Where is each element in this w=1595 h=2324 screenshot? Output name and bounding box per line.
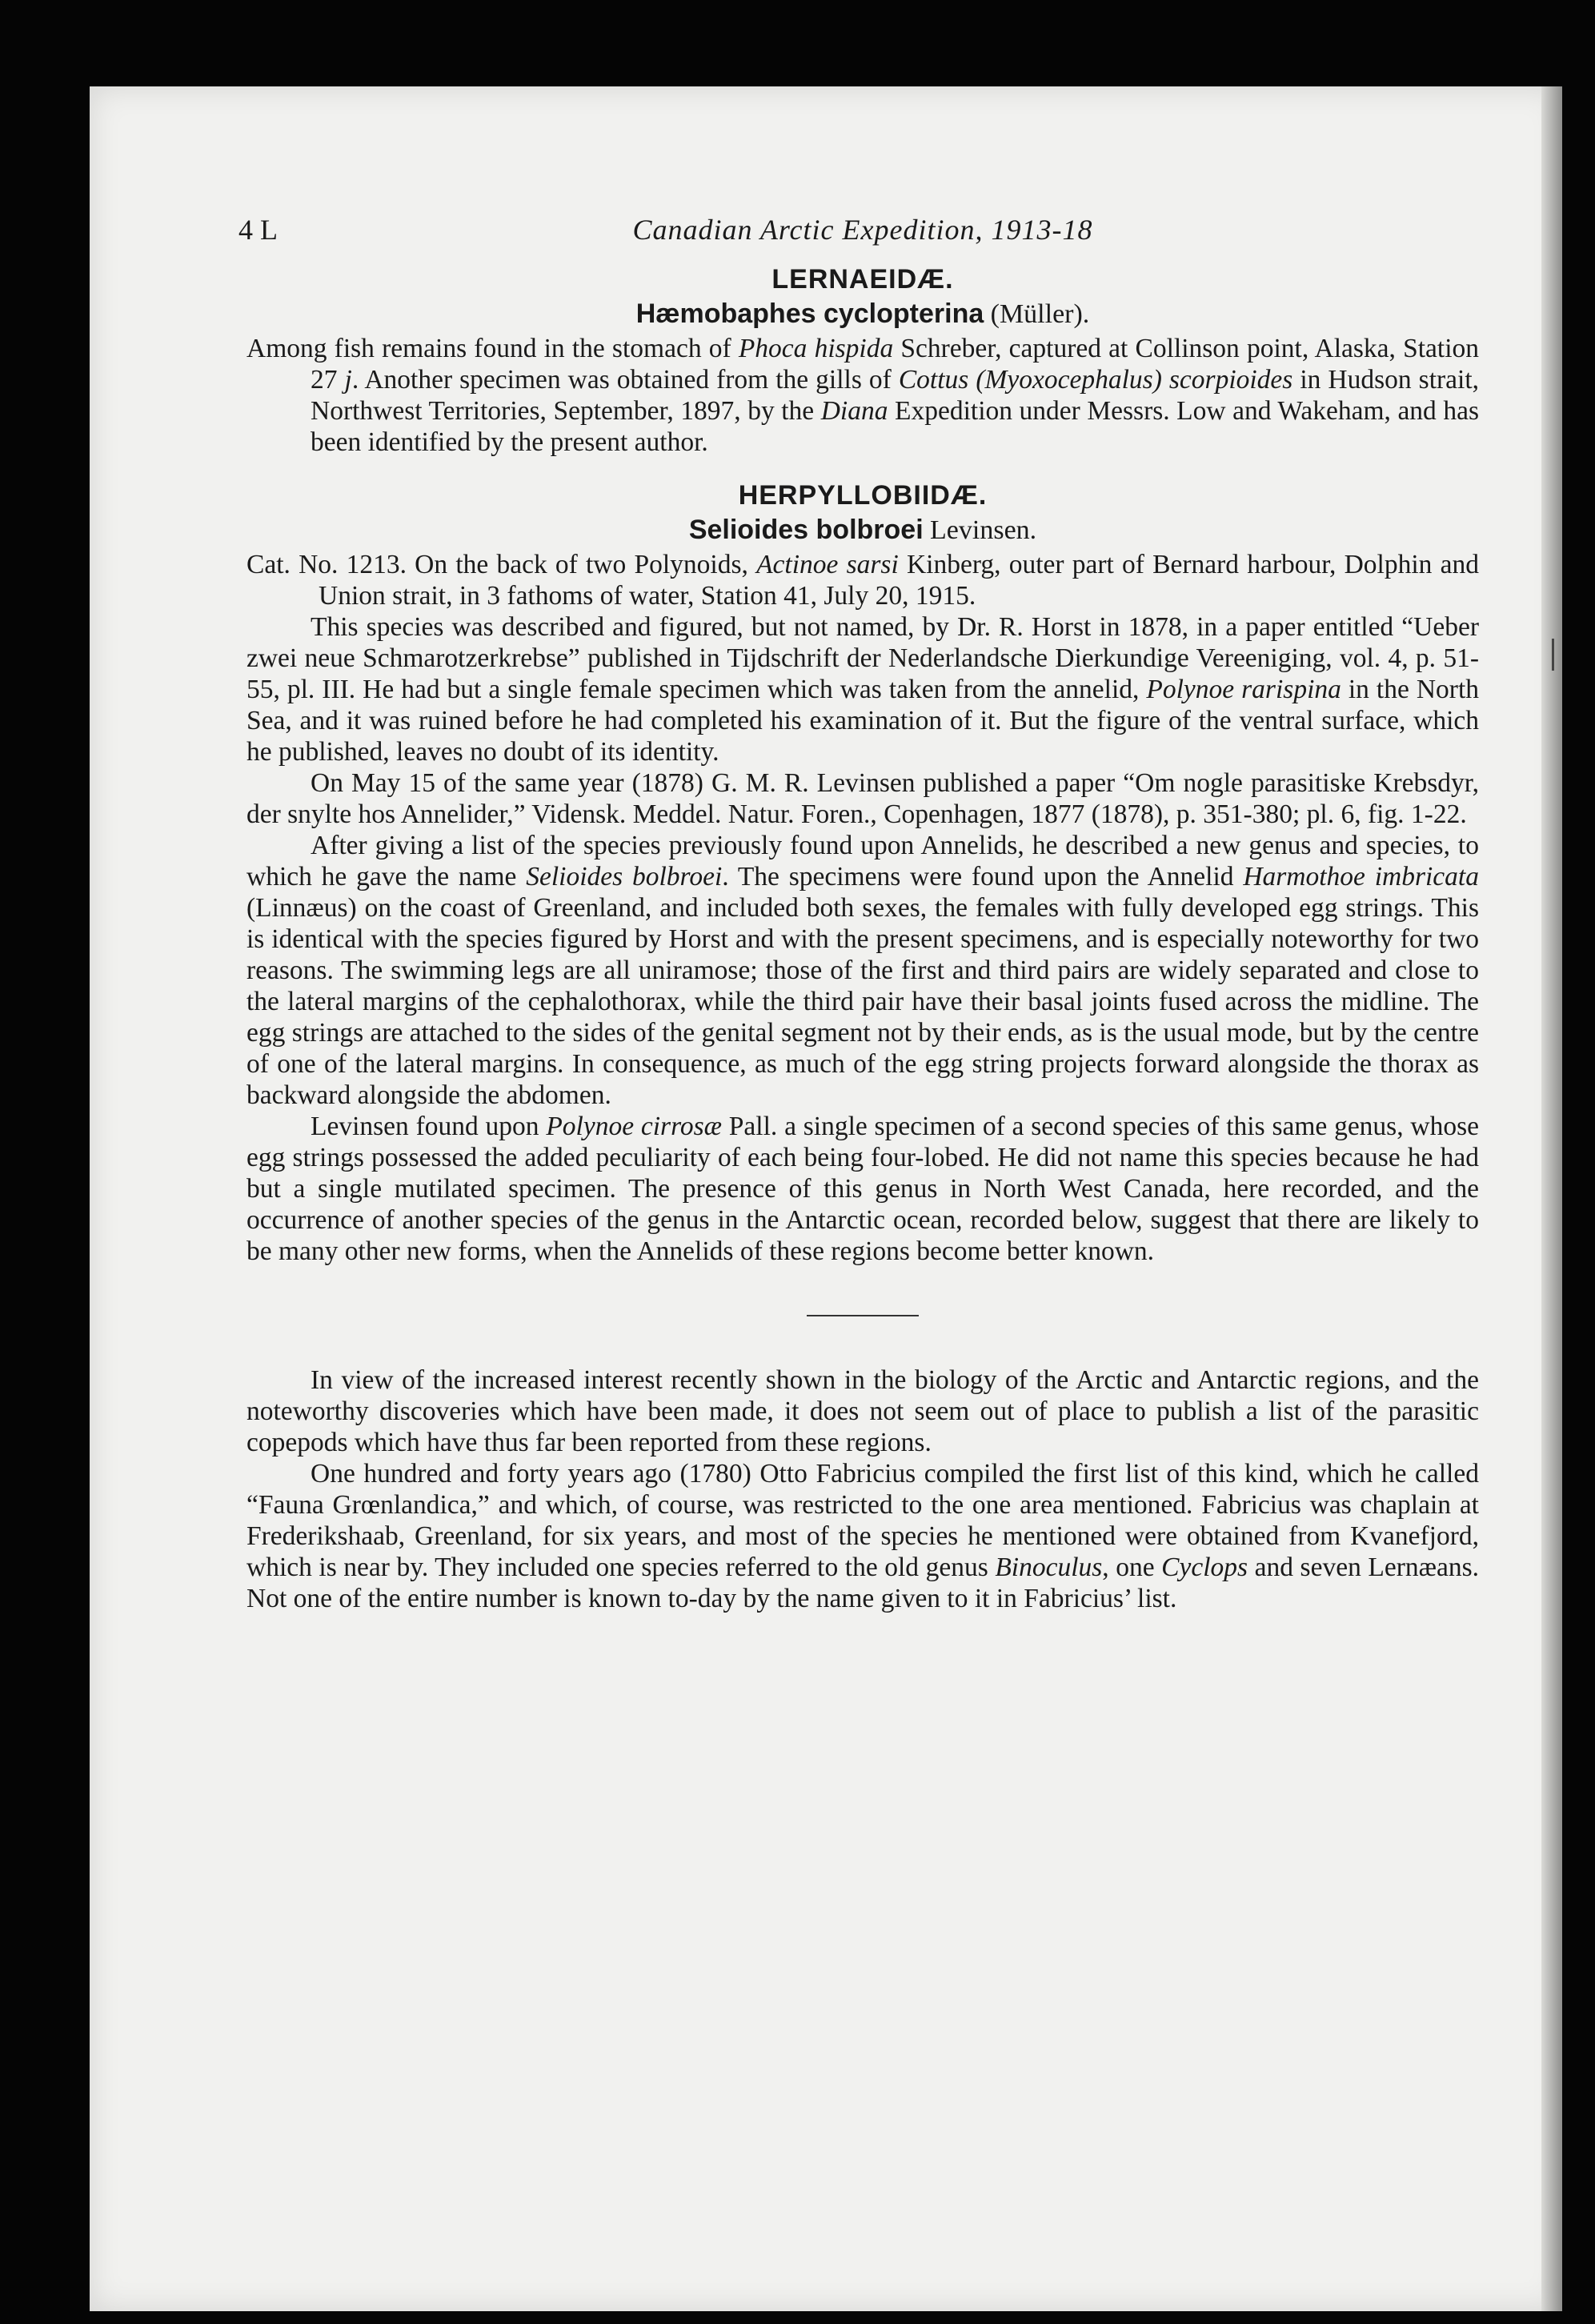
paragraph-levinsen-paper: On May 15 of the same year (1878) G. M. R. Levinsen published a paper “Om nogle parasitiske Krebsdyr, der snylte hos Annelider,” Vidensk. Meddel. Natur. Foren., Copenhagen, 1877 (1878), p. 351-380; pl. 6, fig. 1-22. <box>246 768 1479 829</box>
edge-mark <box>1552 639 1554 671</box>
paragraph-selioides-record: Cat. No. 1213. On the back of two Polynoids, Actinoe sarsi Kinberg, outer part of Bernard harbour, Dolphin and Union strait, in 3 fathoms of water, Station 41, July 20, 1915. <box>246 550 1479 611</box>
species-heading-haemobaphes <box>246 299 1479 330</box>
page-text <box>238 214 1480 1614</box>
page-edge <box>1541 86 1562 2311</box>
paragraph-second-species: Levinsen found upon Polynoe cirrosæ Pall. a single specimen of a second species of this same genus, whose egg strings possessed the added peculiarity of each being four-lobed. He did not name this species because he had but a single mutilated specimen. The presence of this genus in North West Canada, here recorded, and the occurrence of another species of the genus in the Antarctic ocean, recorded below, suggest that there are likely to be many other new forms, when the Annelids of these regions become better known. <box>246 1112 1479 1266</box>
running-title: Canadian Arctic Expedition, 1913-18 <box>632 214 1093 246</box>
running-head <box>238 214 1479 259</box>
species-heading-selioides <box>246 515 1479 546</box>
family-heading-herpyllobiidae: HERPYLLOBIIDÆ. <box>738 480 988 511</box>
paragraph-intro: In view of the increased interest recently shown in the biology of the Arctic and Antarctic regions, and the noteworthy discoveries which have been made, it does not seem out of place to publish a list of the parasitic copepods which have thus far been reported from these regions. <box>246 1365 1479 1457</box>
page-number: 4 L <box>238 214 278 246</box>
species-name: Hæmobaphes cyclopterina <box>635 299 984 329</box>
species-authority: Levinsen. <box>930 515 1037 545</box>
page-sheet <box>90 86 1562 2311</box>
paragraph-haemobaphes-record: Among fish remains found in the stomach of Phoca hispida Schreber, captured at Collinson point, Alaska, Station 27 j. Another specimen was obtained from the gills of Cottus (Myoxocephalus) scorpioides in Hudson strait, Northwest Territories, September, 1897, by the Diana Expedition under Messrs. Low and Wakeham, and has been identified by the present author. <box>246 334 1480 457</box>
paragraph-description: After giving a list of the species previously found upon Annelids, he described a new genus and species, to which he gave the name Selioides bolbroei. The specimens were found upon the Annelid Harmothoe imbricata (Linnæus) on the coast of Greenland, and included both sexes, the females with fully developed egg strings. This is identical with the species figured by Horst and with the present specimens, and is especially noteworthy for two reasons. The swimming legs are all uniramose; those of the first and third pairs are widely separated and close to the lateral margins of the cephalothorax, while the third pair have their basal joints fused across the midline. The egg strings are attached to the sides of the genital segment not by their ends, as is the usual mode, but by the centre of one of the lateral margins. In consequence, as much of the egg string projects forward alongside the thorax as backward alongside the abdomen. <box>246 831 1479 1110</box>
section-divider <box>807 1315 919 1316</box>
species-authority: (Müller). <box>990 299 1090 329</box>
paragraph-fabricius: One hundred and forty years ago (1780) Otto Fabricius compiled the first list of this kind, which he called “Fauna Grœnlandica,” and which, of course, was restricted to the one area mentioned. Fabricius was chaplain at Frederikshaab, Greenland, for six years, and most of the species he mentioned were obtained from Kvanefjord, which is near by. They included one species referred to the old genus Binoculus, one Cyclops and seven Lernæans. Not one of the entire number is known to-day by the name given to it in Fabricius’ list. <box>246 1459 1479 1613</box>
family-heading-lernaeidae: LERNAEIDÆ. <box>771 264 954 295</box>
species-name: Selioides bolbroei <box>688 515 924 545</box>
paragraph-horst: This species was described and figured, but not named, by Dr. R. Horst in 1878, in a paper entitled “Ueber zwei neue Schmarotzerkrebse” published in Tijdschrift der Nederlandsche Dierkundige Vereeniging, vol. 4, p. 51-55, pl. III. He had but a single female specimen which was taken from the annelid, Polynoe rarispina in the North Sea, and it was ruined before he had completed his examination of it. But the figure of the ventral surface, which he published, leaves no doubt of its identity. <box>246 612 1480 767</box>
